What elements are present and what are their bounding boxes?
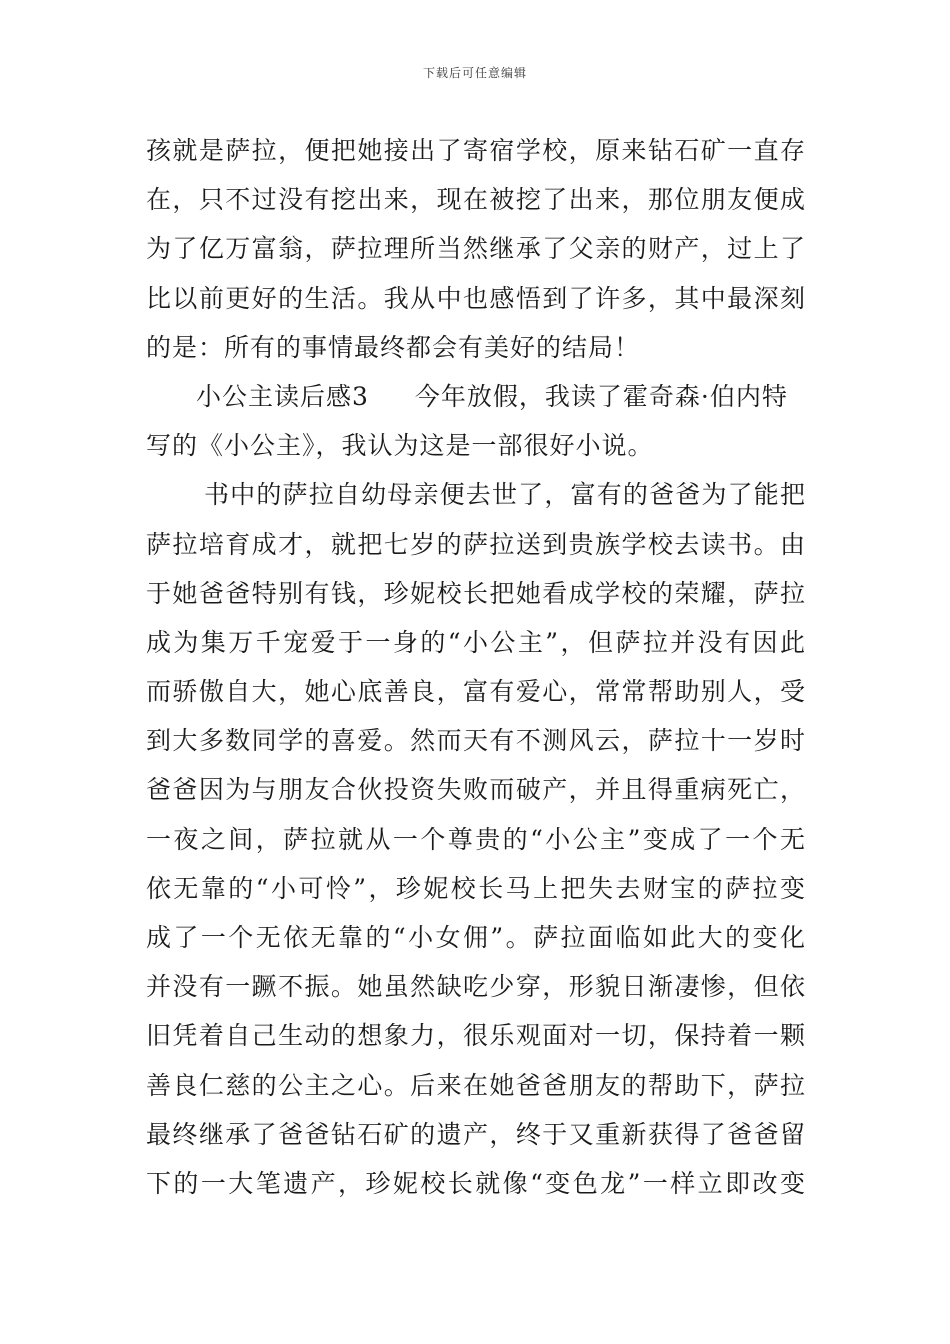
- text-line: 成了一个无依无靠的“小女佣”。萨拉面临如此大的变化: [146, 923, 806, 952]
- text-line: 写的《小公主》，我认为这是一部很好小说。: [146, 431, 654, 461]
- text-line: 萨拉培育成才，就把七岁的萨拉送到贵族学校去读书。由: [146, 529, 806, 559]
- text-line: 善良仁慈的公主之心。后来在她爸爸朋友的帮助下，萨拉: [146, 1070, 806, 1100]
- document-body: [146, 126, 806, 1208]
- text-line: 今年放假，我读了霍奇森·伯内特: [414, 381, 788, 411]
- page-header: 下载后可任意编辑: [422, 66, 527, 80]
- text-line: 比以前更好的生活。我从中也感悟到了许多，其中最深刻: [146, 283, 806, 313]
- section-heading-line: [146, 372, 806, 421]
- section-title: 小公主读后感3: [196, 381, 369, 411]
- text-line: 于她爸爸特别有钱，珍妮校长把她看成学校的荣耀，萨拉: [146, 578, 806, 608]
- text-line: 为了亿万富翁，萨拉理所当然继承了父亲的财产，过上了: [146, 234, 806, 264]
- text-line: 旧凭着自己生动的想象力，很乐观面对一切，保持着一颗: [146, 1021, 806, 1051]
- text-line: 在，只不过没有挖出来，现在被挖了出来，那位朋友便成: [146, 185, 806, 215]
- text-line: 书中的萨拉自幼母亲便去世了，富有的爸爸为了能把: [204, 480, 806, 510]
- text-line: 爸爸因为与朋友合伙投资失败而破产，并且得重病死亡，: [146, 775, 806, 805]
- text-line: 到大多数同学的喜爱。然而天有不测风云，萨拉十一岁时: [146, 726, 806, 756]
- text-line: 依无靠的“小可怜”，珍妮校长马上把失去财宝的萨拉变: [146, 873, 806, 903]
- text-line: 的是：所有的事情最终都会有美好的结局！: [146, 332, 641, 362]
- text-line: 孩就是萨拉，便把她接出了寄宿学校，原来钻石矿一直存: [146, 136, 806, 165]
- text-line: 成为集万千宠爱于一身的“小公主”，但萨拉并没有因此: [146, 627, 806, 657]
- text-line: 下的一大笔遗产，珍妮校长就像“变色龙”一样立即改变: [146, 1168, 806, 1198]
- text-line: 一夜之间，萨拉就从一个尊贵的“小公主”变成了一个无: [146, 824, 806, 854]
- text-line: 而骄傲自大，她心底善良，富有爱心，常常帮助别人，受: [146, 677, 806, 707]
- text-line: 最终继承了爸爸钻石矿的遗产，终于又重新获得了爸爸留: [146, 1119, 806, 1149]
- text-line: 并没有一蹶不振。她虽然缺吃少穿，形貌日渐凄惨，但依: [146, 972, 806, 1002]
